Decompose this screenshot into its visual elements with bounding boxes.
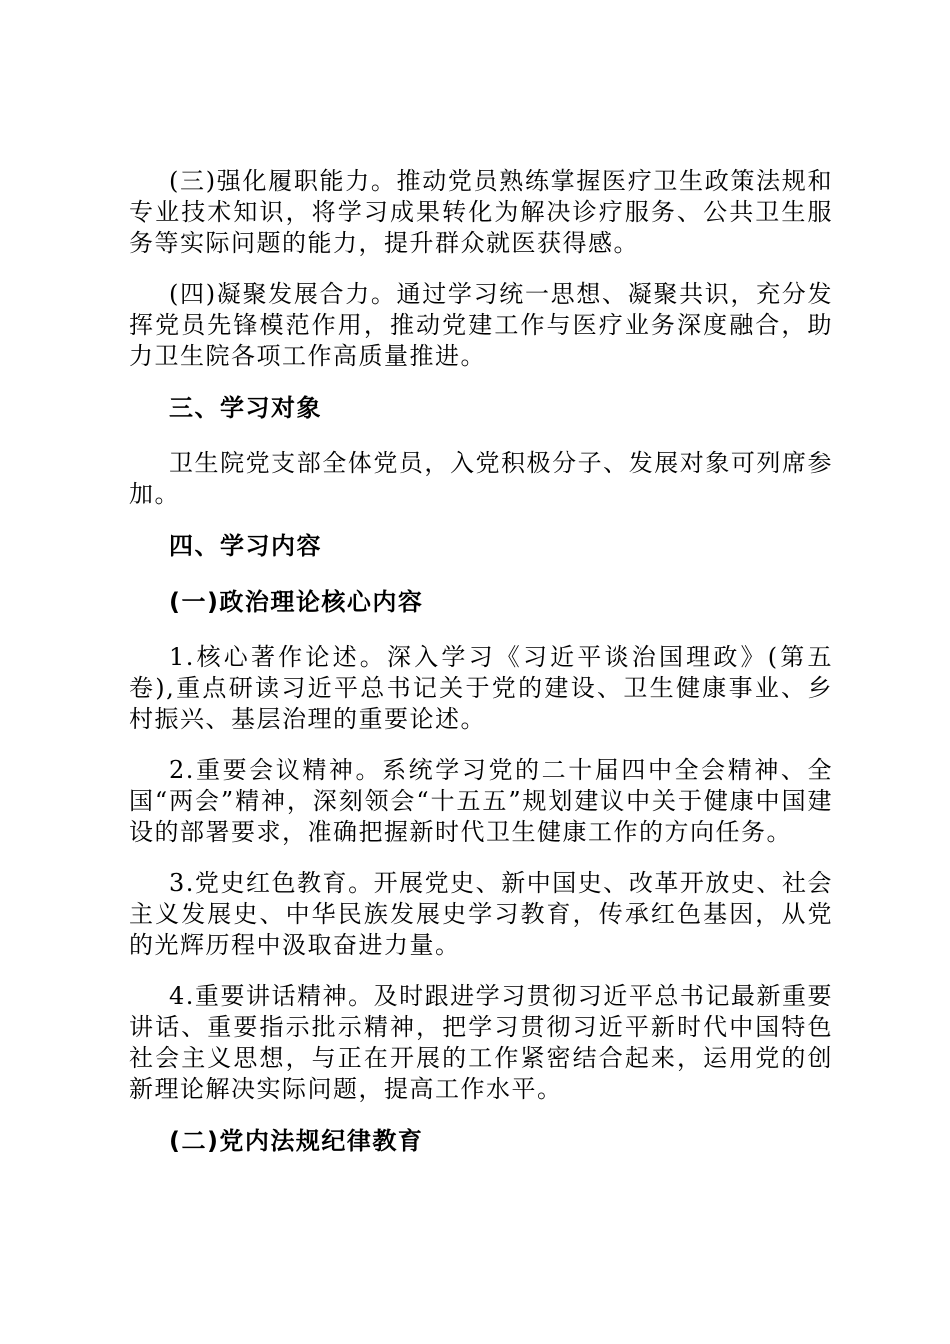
section-heading-audience: 三、学习对象 (169, 394, 322, 422)
paragraph-item-3: 3.党史红色教育。开展党史、新中国史、改革开放史、社会主义发展史、中华民族发展史学习教育，传承红色基因，从党的光辉历程中汲取奋进力量。 (129, 869, 833, 959)
paragraph-audience: 卫生院党支部全体党员，入党积极分子、发展对象可列席参加。 (129, 449, 833, 508)
paragraph-cohesion: (四)凝聚发展合力。通过学习统一思想、凝聚共识，充分发挥党员先锋模范作用，推动党建工作与医疗业务深度融合，助力卫生院各项工作高质量推进。 (129, 280, 833, 370)
paragraph-item-2: 2.重要会议精神。系统学习党的二十届四中全会精神、全国“两会”精神，深刻领会“十五五”规划建议中关于健康中国建设的部署要求，准确把握新时代卫生健康工作的方向任务。 (129, 756, 833, 846)
paragraph-strengthen-duty: (三)强化履职能力。推动党员熟练掌握医疗卫生政策法规和专业技术知识，将学习成果转化为解决诊疗服务、公共卫生服务等实际问题的能力，提升群众就医获得感。 (129, 167, 833, 257)
subsection-heading-theory: (一)政治理论核心内容 (169, 588, 424, 616)
document-body (129, 166, 833, 1181)
paragraph-item-4: 4.重要讲话精神。及时跟进学习贯彻习近平总书记最新重要讲话、重要指示批示精神，把学习贯彻习近平新时代中国特色社会主义思想，与正在开展的工作紧密结合起来，运用党的创新理论解决实际问题，提高工作水平。 (129, 982, 833, 1103)
section-heading-content: 四、学习内容 (169, 532, 322, 560)
subsection-heading-discipline: (二)党内法规纪律教育 (169, 1127, 424, 1155)
paragraph-item-1: 1.核心著作论述。深入学习《习近平谈治国理政》(第五卷),重点研读习近平总书记关于党的建设、卫生健康事业、乡村振兴、基层治理的重要论述。 (129, 643, 833, 733)
